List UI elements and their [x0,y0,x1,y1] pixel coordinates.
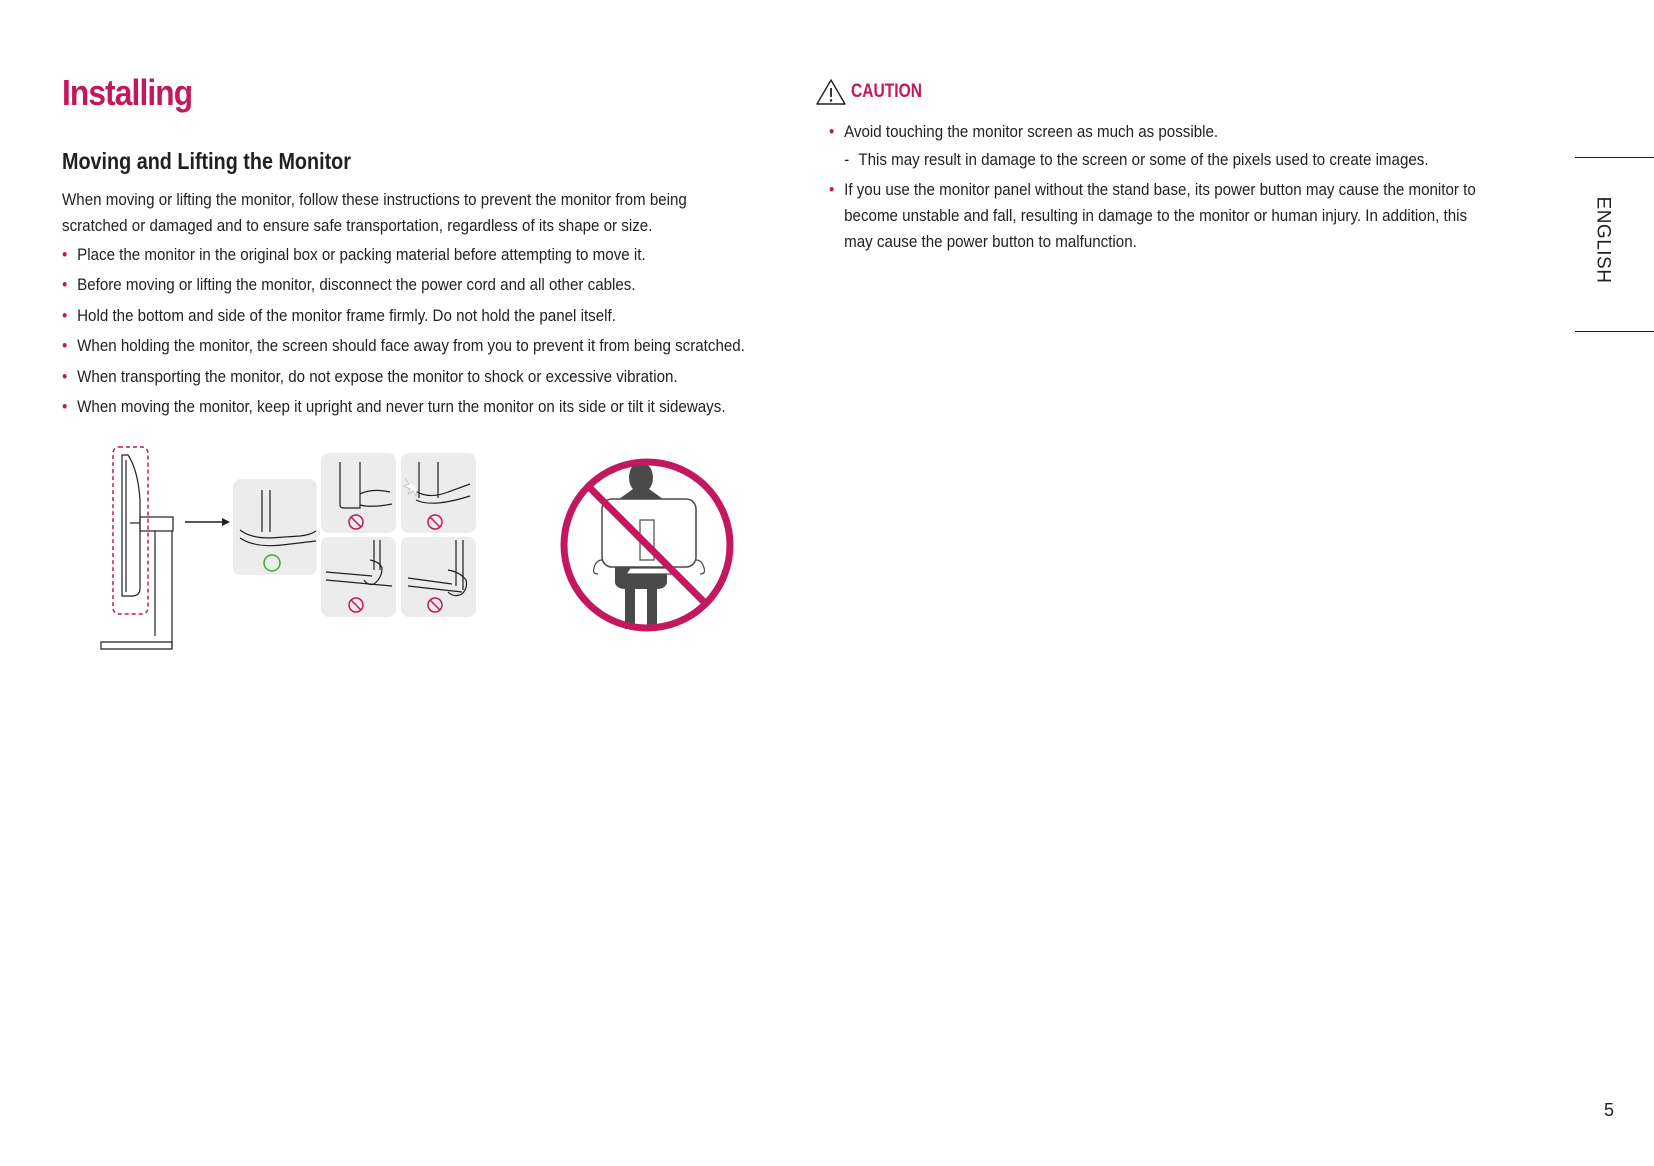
list-item: • Before moving or lifting the monitor, disconnect the power cord and all other cables. [62,275,774,305]
wrong-grip-panel-3 [321,537,396,617]
wrong-grip-panel-2 [401,453,476,533]
language-label: ENGLISH [1592,196,1614,284]
correct-grip-panel [233,479,317,575]
side-tab-divider-top [1575,157,1654,158]
caution-item-text: Avoid touching the monitor screen as much as possible. [844,122,1219,141]
list-item: • Hold the bottom and side of the monitor frame firmly. Do not hold the panel itself. [62,306,774,336]
caution-heading [815,78,938,106]
page-title: Installing [62,72,193,113]
list-item: • If you use the monitor panel without the stand base, its power button may cause the monitor to become unstable and fall, resulting in damage to the monitor or human injury. In addition, this may cause the power button to malfunction. [829,177,1488,255]
list-item: • Place the monitor in the original box or packing material before attempting to move it. [62,245,774,275]
wrong-grip-panel-1 [321,453,396,533]
arrow-right-icon [185,518,230,526]
language-side-tab [1572,196,1632,284]
section-title: Moving and Lifting the Monitor [62,148,351,174]
list-item [829,119,1488,173]
page-number: 5 [1604,1100,1615,1120]
monitor-side-view [101,447,173,649]
list-item: • When moving the monitor, keep it upright and never turn the monitor on its side or tilt it sideways. [62,397,774,427]
prohibited-carrying-illustration [564,462,730,629]
side-tab-divider-bottom [1575,331,1654,332]
list-item: - This may result in damage to the screen or some of the pixels used to create images. [844,147,1487,173]
caution-sublist [844,147,1487,173]
caution-label: CAUTION [851,81,922,102]
warning-triangle-icon [815,78,847,106]
caution-list [829,119,1488,259]
list-item: • When holding the monitor, the screen should face away from you to prevent it from being scratched. [62,336,774,366]
monitor-handling-illustration [0,0,760,660]
intro-paragraph: When moving or lifting the monitor, follow these instructions to prevent the monitor from being scratched or damaged and to ensure safe transportation, regardless of its shape or size. [62,190,687,235]
wrong-grip-panel-4 [401,537,476,617]
list-item: • When transporting the monitor, do not expose the monitor to shock or excessive vibration. [62,367,774,397]
